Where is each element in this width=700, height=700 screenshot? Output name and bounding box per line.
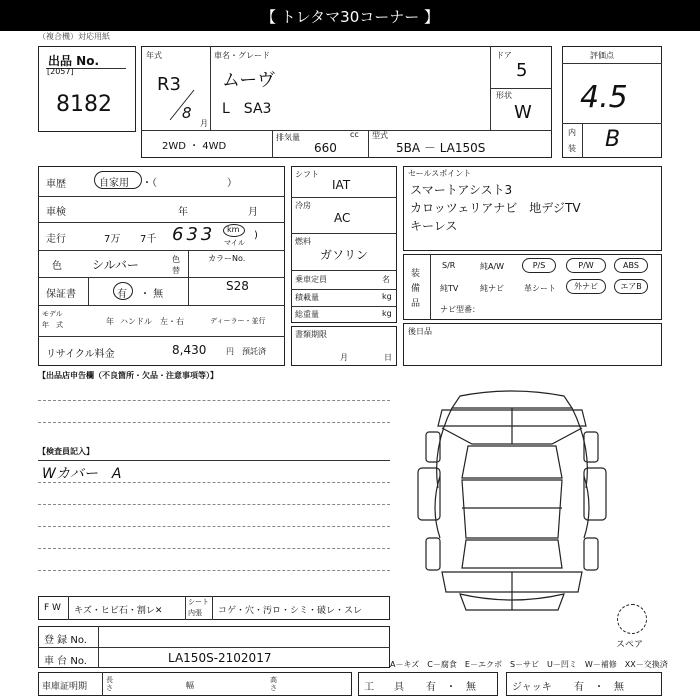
fuel-label: 燃料 — [295, 237, 311, 246]
mileage-man: 7万 — [104, 234, 121, 245]
tools-value: 有 ・ 無 — [426, 682, 476, 693]
registration-label: 登 録 No. — [44, 635, 87, 646]
mileage-sen: 7千 — [140, 234, 157, 245]
expiry-label: 書類期限 — [295, 330, 327, 339]
ownership-label: 車庫証明期 — [42, 682, 88, 692]
year-month-unit: 月 — [200, 119, 208, 128]
sales-point-1: スマートアシスト3 — [410, 183, 513, 197]
equipment-label-3: 品 — [411, 299, 421, 309]
sales-points-label: セールスポイント — [408, 169, 472, 178]
shape-label: 形状 — [496, 91, 512, 100]
equip-abs: ABS — [614, 258, 648, 273]
displacement-label: 排気量 — [276, 133, 300, 142]
jack-value: 有 ・ 無 — [574, 682, 624, 693]
damage-legend: A－キズ C－腐食 E－エクボ S－サビ U－凹ミ W－補修 XX－交換済 — [390, 660, 668, 669]
seat-options: コゲ・穴・汚ロ・シミ・破レ・スレ — [218, 606, 363, 616]
model-label: 車名・グレード — [214, 51, 270, 60]
color-code-label: カラーNo. — [208, 254, 246, 263]
recycle-unit: 円 預託済 — [226, 347, 266, 356]
mileage-km: km — [227, 225, 240, 234]
car-diagram — [412, 388, 612, 620]
lot-number: 8182 — [56, 92, 112, 117]
aircon-value: AC — [334, 211, 351, 225]
after-parts-label: 後日品 — [408, 327, 432, 336]
model-year-label-2: 年 式 — [42, 321, 63, 329]
year-slash — [168, 88, 196, 122]
type-label: 型式 — [372, 131, 388, 140]
chassis-value: LA150S-2102017 — [168, 651, 272, 665]
color-value: シルバー — [92, 258, 139, 272]
sales-point-3: キーレス — [410, 219, 458, 233]
expiry-day: 日 — [384, 353, 392, 362]
warranty-label: 保証書 — [46, 289, 76, 300]
ownership-height: 高さ — [270, 676, 277, 692]
top-note: （複合機）対応用紙 — [38, 32, 110, 41]
load-unit: kg — [382, 292, 392, 301]
lot-ref: [2057] — [47, 67, 74, 76]
model-year-dealer: ディーラー・並行 — [210, 317, 266, 325]
history-rest: ・（ ） — [142, 178, 237, 189]
interior-value: B — [605, 127, 621, 152]
model-grade: L SA3 — [222, 101, 272, 117]
mileage-paren: ) — [254, 230, 258, 241]
warranty-no: ・ 無 — [140, 289, 164, 300]
mileage-digits: 633 — [172, 224, 216, 245]
header-title: 【 トレタマ30コーナー 】 — [260, 8, 440, 26]
drive-value: 2WD ・ 4WD — [162, 141, 227, 152]
tools-label: 工 具 — [364, 682, 404, 693]
shift-value: IAT — [332, 178, 351, 192]
mileage-label: 走行 — [46, 234, 66, 245]
weight-unit: kg — [382, 309, 392, 318]
seller-notes-label: 【出品店申告欄（不良箇所・欠品・注意事項等）】 — [38, 371, 218, 380]
year-era: R3 — [157, 74, 181, 95]
equip-ext-navi: 外ナビ — [566, 279, 606, 294]
model-year-label-1: モデル — [42, 310, 63, 318]
equip-airbag: エアB — [614, 279, 648, 294]
seat-label-1: シート — [188, 598, 209, 606]
model-name: ムーヴ — [222, 70, 276, 91]
ownership-width: 幅 — [186, 681, 194, 690]
equipment-label-2: 備 — [411, 284, 421, 294]
recycle-amount: 8,430 — [172, 343, 207, 357]
fuel-value: ガソリン — [320, 248, 369, 262]
color-code: S28 — [226, 279, 249, 293]
seat-label-2: 内張 — [188, 609, 202, 617]
history-label: 車歴 — [46, 179, 66, 190]
displacement-value: 660 — [314, 141, 337, 155]
inspection-label: 車検 — [46, 207, 66, 218]
jack-label: ジャッキ — [512, 682, 552, 693]
inspector-label: 【検査員記入】 — [38, 447, 94, 456]
sales-point-2: カロッツェリアナビ 地デジTV — [410, 201, 581, 215]
equipment-label-1: 装 — [411, 269, 421, 279]
after-parts-block — [403, 323, 662, 366]
inspection-month: 月 — [248, 207, 258, 218]
fw-label: F W — [44, 603, 61, 613]
mileage-mile: マイル — [224, 239, 245, 247]
navi-model-label: ナビ型番： — [440, 305, 480, 314]
fw-options: キズ・ヒビ石・割レ✕ — [74, 606, 163, 616]
recycle-label: リサイクル料金 — [46, 349, 115, 360]
expiry-month: 月 — [340, 353, 348, 362]
equip-leather: 革シート — [524, 284, 556, 293]
capacity-label: 乗車定員 — [295, 275, 327, 284]
interior-label-1: 内 — [568, 128, 576, 137]
equip-aw: 純A/W — [480, 262, 505, 271]
model-year-year: 年 — [106, 317, 114, 326]
spare-label: スペア — [616, 640, 644, 650]
doors-label: ドア — [496, 51, 512, 60]
history-value: 自家用 — [99, 178, 129, 189]
shape-value: W — [514, 102, 532, 123]
spare-tire-icon — [617, 604, 647, 634]
score-value: 4.5 — [580, 80, 628, 115]
ownership-length: 長さ — [106, 676, 113, 692]
equip-ps: P/S — [522, 258, 556, 273]
chassis-label: 車 台 No. — [44, 656, 87, 667]
score-label: 評価点 — [590, 51, 614, 60]
inspector-note: Wカバー A — [42, 466, 122, 482]
type-value: 5BA － LA150S — [396, 141, 486, 155]
interior-label-2: 装 — [568, 144, 576, 153]
weight-label: 総重量 — [295, 310, 319, 319]
lot-label: 出品 No. — [48, 54, 100, 68]
equip-navi: 純ナビ — [480, 284, 504, 293]
equip-pw: P/W — [566, 258, 606, 273]
year-label: 年式 — [146, 51, 162, 60]
equip-tv: 純TV — [440, 284, 459, 293]
capacity-unit: 名 — [382, 275, 390, 284]
aircon-label: 冷房 — [295, 201, 311, 210]
displacement-unit: cc — [350, 130, 359, 139]
inspection-year: 年 — [178, 207, 188, 218]
doors-value: 5 — [516, 60, 528, 81]
model-year-handle: ハンドル 左・右 — [120, 317, 184, 326]
equip-sr: S/R — [442, 261, 456, 270]
load-label: 積載量 — [295, 293, 319, 302]
warranty-yes: 有 — [117, 289, 127, 300]
year-month: 8 — [182, 104, 192, 122]
color-label: 色 — [52, 261, 62, 272]
shift-label: シフト — [295, 170, 319, 179]
color-change-label: 色替 — [172, 255, 180, 275]
